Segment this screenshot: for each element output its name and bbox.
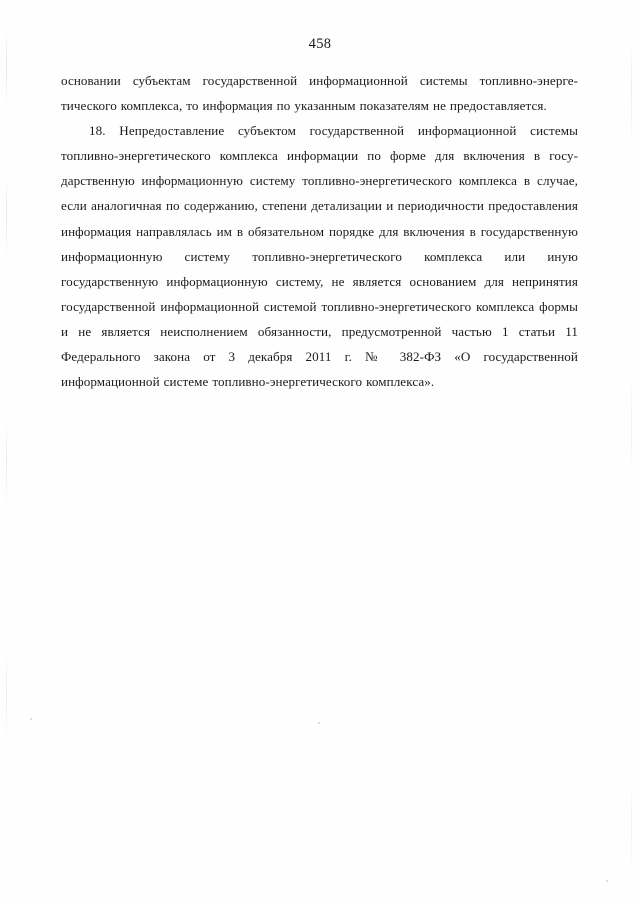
scan-speck [318, 722, 320, 724]
page-number: 458 [308, 36, 332, 52]
scan-speck [606, 880, 608, 882]
scan-artifact-left-margin [6, 30, 7, 890]
body-text [61, 68, 578, 394]
paragraph-clause-18: 18. Непредоставление субъектом государственной информационной системы топливно-энергетического комплекса информации по форме для включения в государственную информационную систему топливно-энергетического комплекса в случае, если аналогичная по содержанию, степени детализации и периодичности предоставления информация направлялась им в обязательном порядке для включения в государственную информационную систему топливно-энергетического комплекса или иную государственную информационную систему, не является основанием для непринятия государственной информационной системой топливно-энергетического комплекса формы и не является неисполнением обязанности, предусмотренной частью 1 статьи 11 Федерального закона от 3 декабря 2011 г. № 382-ФЗ «О государственной информационной системе топливно-энергетического комплекса». [61, 123, 578, 390]
scan-artifact-right-margin [631, 40, 632, 880]
paragraph-continuation: основании субъектам государственной информационной системы топливно-энергетического комплекса, то информация по указанным показателям не предоставляется. [61, 73, 578, 114]
scan-speck [30, 718, 32, 720]
